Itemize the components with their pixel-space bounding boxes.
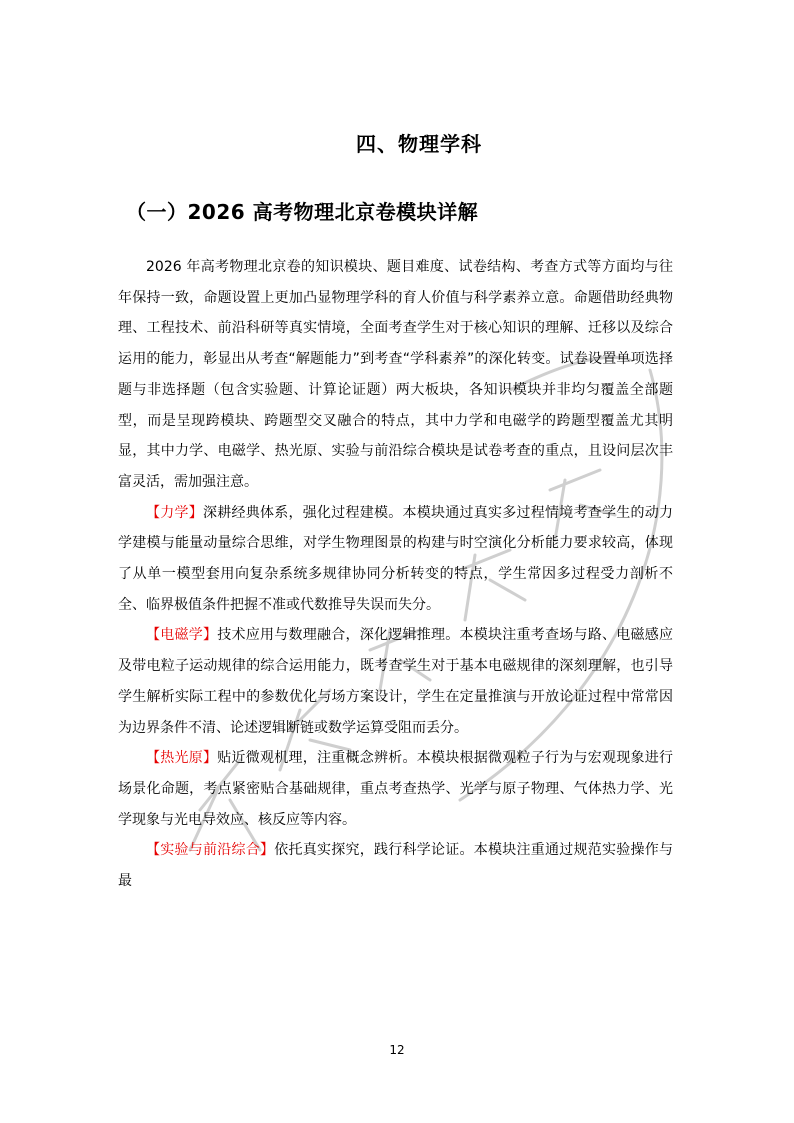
module-text: 技术应用与数理融合，深化逻辑推理。本模块注重考查场与路、电磁感应及带电粒子运动规律的综合运用能力，既考查学生对于基本电磁规律的深刻理解，也引导学生解析实际工程中的参数优化与场方案设计，学生在定量推演与开放论证过程中常常因为边界条件不清、论述逻辑断链或数学运算受阻而丢分。: [118, 627, 673, 736]
module-paragraph-thermo-optics-atomic: [118, 743, 673, 835]
section-title: （一）2026 高考物理北京卷模块详解: [126, 200, 479, 224]
page-content: [118, 252, 673, 897]
page-number: 12: [389, 1043, 405, 1057]
module-text: 深耕经典体系，强化过程建模。本模块通过真实多过程情境考查学生的动力学建模与能量动量综合思维，对学生物理图景的构建与时空演化分析能力要求较高，体现了从单一模型套用向复杂系统多规律协同分析转变的特点，学生常因多过程受力剖析不全、临界极值条件把握不准或代数推导失误而失分。: [118, 504, 673, 613]
module-tag: 【电磁学】: [146, 627, 218, 644]
intro-paragraph: 2026 年高考物理北京卷的知识模块、题目难度、试卷结构、考查方式等方面均与往年保持一致，命题设置上更加凸显物理学科的育人价值与科学素养立意。命题借助经典物理、工程技术、前沿科研等真实情境，全面考查学生对于核心知识的理解、迁移以及综合运用的能力，彰显出从考查“解题能力”到考查“学科素养”的深化转变。试卷设置单项选择题与非选择题（包含实验题、计算论证题）两大板块，各知识模块并非均匀覆盖全部题型，而是呈现跨模块、跨题型交叉融合的特点，其中力学和电磁学的跨题型覆盖尤其明显，其中力学、电磁学、热光原、实验与前沿综合模块是试卷考查的重点，且设问层次丰富灵活，需加强注意。: [118, 259, 673, 490]
module-tag: 【力学】: [146, 504, 203, 521]
module-text: 贴近微观机理，注重概念辨析。本模块根据微观粒子行为与宏观现象进行场景化命题，考点紧密贴合基础规律，重点考查热学、光学与原子物理、气体热力学、光学现象与光电导效应、核反应等内容。: [118, 750, 673, 828]
module-tag: 【热光原】: [146, 750, 218, 767]
module-tag: 【实验与前沿综合】: [146, 842, 275, 859]
module-paragraph-mechanics: [118, 498, 673, 621]
module-paragraph-experiment: [118, 835, 673, 896]
module-text: 依托真实探究，践行科学论证。本模块注重通过规范实验操作与最: [118, 842, 673, 890]
chapter-title: 四、物理学科: [356, 132, 482, 156]
module-paragraph-electromagnetism: [118, 620, 673, 743]
